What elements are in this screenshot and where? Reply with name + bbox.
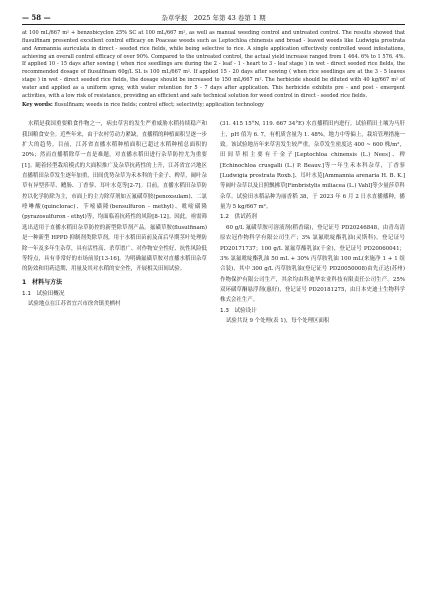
left-column: [22, 119, 207, 326]
right-column: [220, 119, 405, 326]
design-paragraph: 试验共设 9 个处理(表 1)，每个处理区面积: [225, 317, 330, 324]
keywords: [22, 102, 405, 110]
intro-paragraph: 水稻是我国重要粮食作物之一，病虫草害的发生严重威胁水稻持续稳产和我国粮食安全。近些年来，由于农村劳动力紧缺，直播稻的种植面积呈逐一步扩大的趋势。目前，江苏省直播水稻种植面积已超过水稻种植总面积的 20%；然而直播稻除草一直是难题，对直播水稻田进行杂草防控尤为重要[1]。随着轻型栽培模式的大面积推广及杂草抗药性的上升，江苏省宜兴地区直播稻田杂草发生逐年加重，田间优势杂草为禾本科的千金子、稗草，阔叶杂草有异型莎草、鳢肠、丁香蓼、耳叶水苋等[2-7]。目前，直播水稻田杂草防控以化学防除为主，市面上的主力除草剂如五氟磺草胺(penoxsulam)、二氯喹啉酸(quinclorac)、苄嘧磺隆(bensulfuron - methyl)、吡嘧磺隆(pyrazosulfuron - ethyl)等，均面临着抗药性的风险[8-12]。因此，亟需筛选出适用于直播水稻田杂草防控的新型除草剂产品。氟磺草胺(flusulfinam)是一种新型 HPPD 抑制剂类除草剂，用于水稻田苗前及苗后早期茎叶处理防除一年及多年生杂草，具有活性高、杀草谱广、对作物安全性好、抗性风险低等特点，具有非常好的市场前景[13-16]。为明确氟磺草胺对直播水稻田杂草的防效和用药适期、用量及其对水稻的安全性，开展相关田间试验。: [22, 121, 207, 273]
site-paragraph-continued: (31. 415 15°N, 119. 667 34°E) 水直播稻田内进行。试验稻田土壤为马肝土，pH 值为 6. 7，有机质含量为 1. 48%，地力中等偏上，栽培管理措施一致。该试验地历年来草害发生较严重，杂草发生密度达 400 ~ 600 株/m²，田间草相主要有千金子[Leptochloa chinensis (L.) Nees]、稗[Echinochloa crusgalli (L.) P. Beauv.]等一年生禾本科杂草，丁香蓼[Ludwigia prostrata Roxb.]、耳叶水苋[Ammannia arenaria H. B. K.]等阔叶杂草以及日照飘拂草[Fimbristylis miliacea (L.) Vahl]等少量莎草科杂草。试验田水稻品种为丽香稻 38，于 2023 年 6 月 2 日水直播播种，播量为 5 kg/667 m²。: [220, 121, 405, 211]
agents-paragraph: 60 g/L 氟磺草胺可溶液剂(稻香瑞)，登记证号 PD20246848，由青岛清原农冠作物科学有限公司生产；3% 氯氟吡啶酯乳油(灵斯科)，登记证号 PD20171737；100 g/L 氰氟草酯乳油(千金)，登记证号 PD20060041；3% 氯氟吡啶酯乳油 50 mL + 30% 丙草胺乳油 100 mL(来施净 1 + 1 组合装)，其中 300 g/L 丙草胺乳油(登记证号 PD20050008)由先正达(苏州)作物保护有限公司生产，其余均由科迪华农业科技有限责任公司生产。25% 双环磺草酮悬浮剂(惠好)，登记证号 PD20181275，由日本史迪士生物科学株式会社生产。: [220, 224, 405, 304]
abstract-paragraph: at 100 mL/667 m² + benzobicyclon 25% SC at 100 mL/667 m², as well as manual weeding control and untreated control. The results showed that flusulfinam presented excellent control efficacy on Poaceae weeds such as Leptochloa chinensis and broad - leaved weeds like Ludwigia prostrata and Ammannia auriculata in direct - seeded rice fields, while being selective to rice. A single application effectively controlled weed infestations, achieving an overall control efficacy of over 90%. Compared to the untreated control, the actual yield increase ranged from 1 464. 6% to 1 576. 4%. If applied 10 - 15 days after sowing ( when rice seedlings are during the 2 - leaf - 1 - heart to 3 - leaf stage ) in wet - direct seeded rice fields, the recommended dosage of flusulfinam 60g/L SL is 100 mL/667 m². If applied 15 - 20 days after sowing ( when rice seedlings are at the 3 - 5 leaves stage ) in wet - direct seeded rice fields, the dosage should be increased to 150 mL/667 m². The herbicide should be diluted with 40 kg/667 m² of water and applied as a uniform spray, with water retention for 5 - 7 days after application. This herbicide exhibits pre - and post - emergent activities, with a low risk of resistance, providing an efficient and safe technical solution for weed control in direct - seeded rice fields.: [22, 30, 405, 99]
body-columns: [22, 119, 405, 326]
keywords-label: Key words:: [22, 101, 53, 108]
site-paragraph: 试验地点在江苏省宜兴市徐舍镇美栖村: [27, 300, 121, 307]
page: [22, 8, 405, 596]
section-heading-materials-methods: 1 材料与方法: [22, 278, 63, 286]
subsection-heading-agents: 1.2 供试药剂: [220, 214, 257, 221]
english-abstract: [22, 30, 405, 101]
subsection-heading-site: 1.1 试验田概况: [22, 290, 65, 297]
running-header: [22, 8, 405, 22]
journal-title: 杂草学报 2025 年第 43 卷第 1 期: [161, 14, 266, 22]
page-number: — 58 —: [22, 13, 51, 22]
subsection-heading-design: 1.3 试验设计: [220, 307, 257, 314]
keywords-text: flusulfinam; weeds in rice fields; control effect; selectivity; application technology: [52, 101, 264, 108]
header-rule: [22, 24, 405, 25]
